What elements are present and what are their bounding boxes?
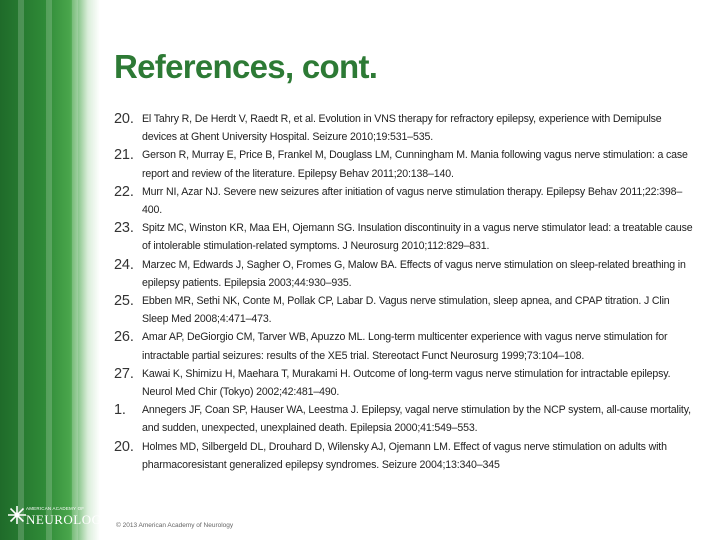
reference-item bbox=[114, 146, 694, 182]
reference-text: Murr NI, Azar NJ. Severe new seizures after initiation of vagus nerve stimulation therapy. Epilepsy Behav 2011;22:398–400. bbox=[142, 185, 683, 217]
reference-text: Annegers JF, Coan SP, Hauser WA, Leestma J. Epilepsy, vagal nerve stimulation by the NCP system, all-cause mortality, and sudden, unexpected, unexplained death. Epilepsia 2000;41:549–553. bbox=[142, 404, 691, 435]
logo-big-text: NEUROLOGY. bbox=[26, 512, 114, 527]
sidebar-band bbox=[0, 0, 100, 540]
reference-number: 21. bbox=[114, 147, 134, 164]
reference-item bbox=[114, 365, 694, 401]
reference-text: Amar AP, DeGiorgio CM, Tarver WB, Apuzzo ML. Long-term multicenter experience with vagus nerve stimulation for intractable partial seizures: results of the XE5 trial. Stereotact Funct Neurosurg 1999;73:104–108. bbox=[142, 331, 668, 362]
reference-number: 1. bbox=[114, 402, 126, 419]
logo-small-text: AMERICAN ACADEMY OF bbox=[26, 506, 85, 511]
reference-text: Gerson R, Murray E, Price B, Frankel M, Douglass LM, Cunningham M. Mania following vagus nerve stimulation: a case report and review of the literature. Epilepsy Behav 2011;20:138–140. bbox=[142, 149, 688, 180]
reference-text: Holmes MD, Silbergeld DL, Drouhard D, Wilensky AJ, Ojemann LM. Effect of vagus nerve stimulation on adults with pharmacoresistant generalized epilepsy syndromes. Seizure 2004;13:340–345 bbox=[142, 440, 667, 471]
reference-text: Spitz MC, Winston KR, Maa EH, Ojemann SG. Insulation discontinuity in a vagus nerve stimulator lead: a treatable cause of intolerable stimulation-related symptoms. J Neurosurg 2010;112:829–831. bbox=[142, 222, 693, 253]
reference-number: 22. bbox=[114, 183, 134, 200]
reference-number: 26. bbox=[114, 329, 134, 346]
reference-item bbox=[114, 256, 694, 292]
reference-item bbox=[114, 219, 694, 255]
reference-list bbox=[114, 110, 694, 474]
reference-number: 25. bbox=[114, 293, 134, 310]
sidebar-stripe bbox=[46, 0, 52, 540]
reference-text: El Tahry R, De Herdt V, Raedt R, et al. Evolution in VNS therapy for refractory epilepsy, experience with Demipulse devices at Ghent University Hospital. Seizure 2010;19:531–535. bbox=[142, 113, 662, 144]
reference-item bbox=[114, 183, 694, 219]
sidebar-stripe bbox=[72, 0, 78, 540]
aan-logo bbox=[4, 500, 114, 536]
reference-number: 23. bbox=[114, 220, 134, 237]
reference-number: 20. bbox=[114, 111, 134, 127]
reference-item bbox=[114, 401, 694, 437]
copyright-footer: © 2013 American Academy of Neurology bbox=[116, 522, 234, 529]
reference-item bbox=[114, 438, 694, 474]
reference-item bbox=[114, 328, 694, 364]
reference-number: 20. bbox=[114, 438, 134, 455]
neurology-star-icon bbox=[6, 504, 28, 526]
reference-text: Marzec M, Edwards J, Sagher O, Fromes G, Malow BA. Effects of vagus nerve stimulation on sleep-related breathing in epilepsy patients. Epilepsia 2003;44:930–935. bbox=[142, 258, 686, 289]
reference-item bbox=[114, 292, 694, 328]
sidebar-stripe bbox=[18, 0, 24, 540]
slide-title: References, cont. bbox=[114, 48, 378, 85]
reference-text: Kawai K, Shimizu H, Maehara T, Murakami H. Outcome of long-term vagus nerve stimulation for intractable epilepsy. Neurol Med Chir (Tokyo) 2002;42:481–490. bbox=[142, 367, 671, 399]
reference-number: 24. bbox=[114, 256, 134, 273]
reference-item bbox=[114, 110, 694, 146]
reference-number: 27. bbox=[114, 365, 134, 382]
reference-text: Ebben MR, Sethi NK, Conte M, Pollak CP, Labar D. Vagus nerve stimulation, sleep apnea, and CPAP titration. J Clin Sleep Med 2008;4:471–473. bbox=[142, 295, 670, 326]
